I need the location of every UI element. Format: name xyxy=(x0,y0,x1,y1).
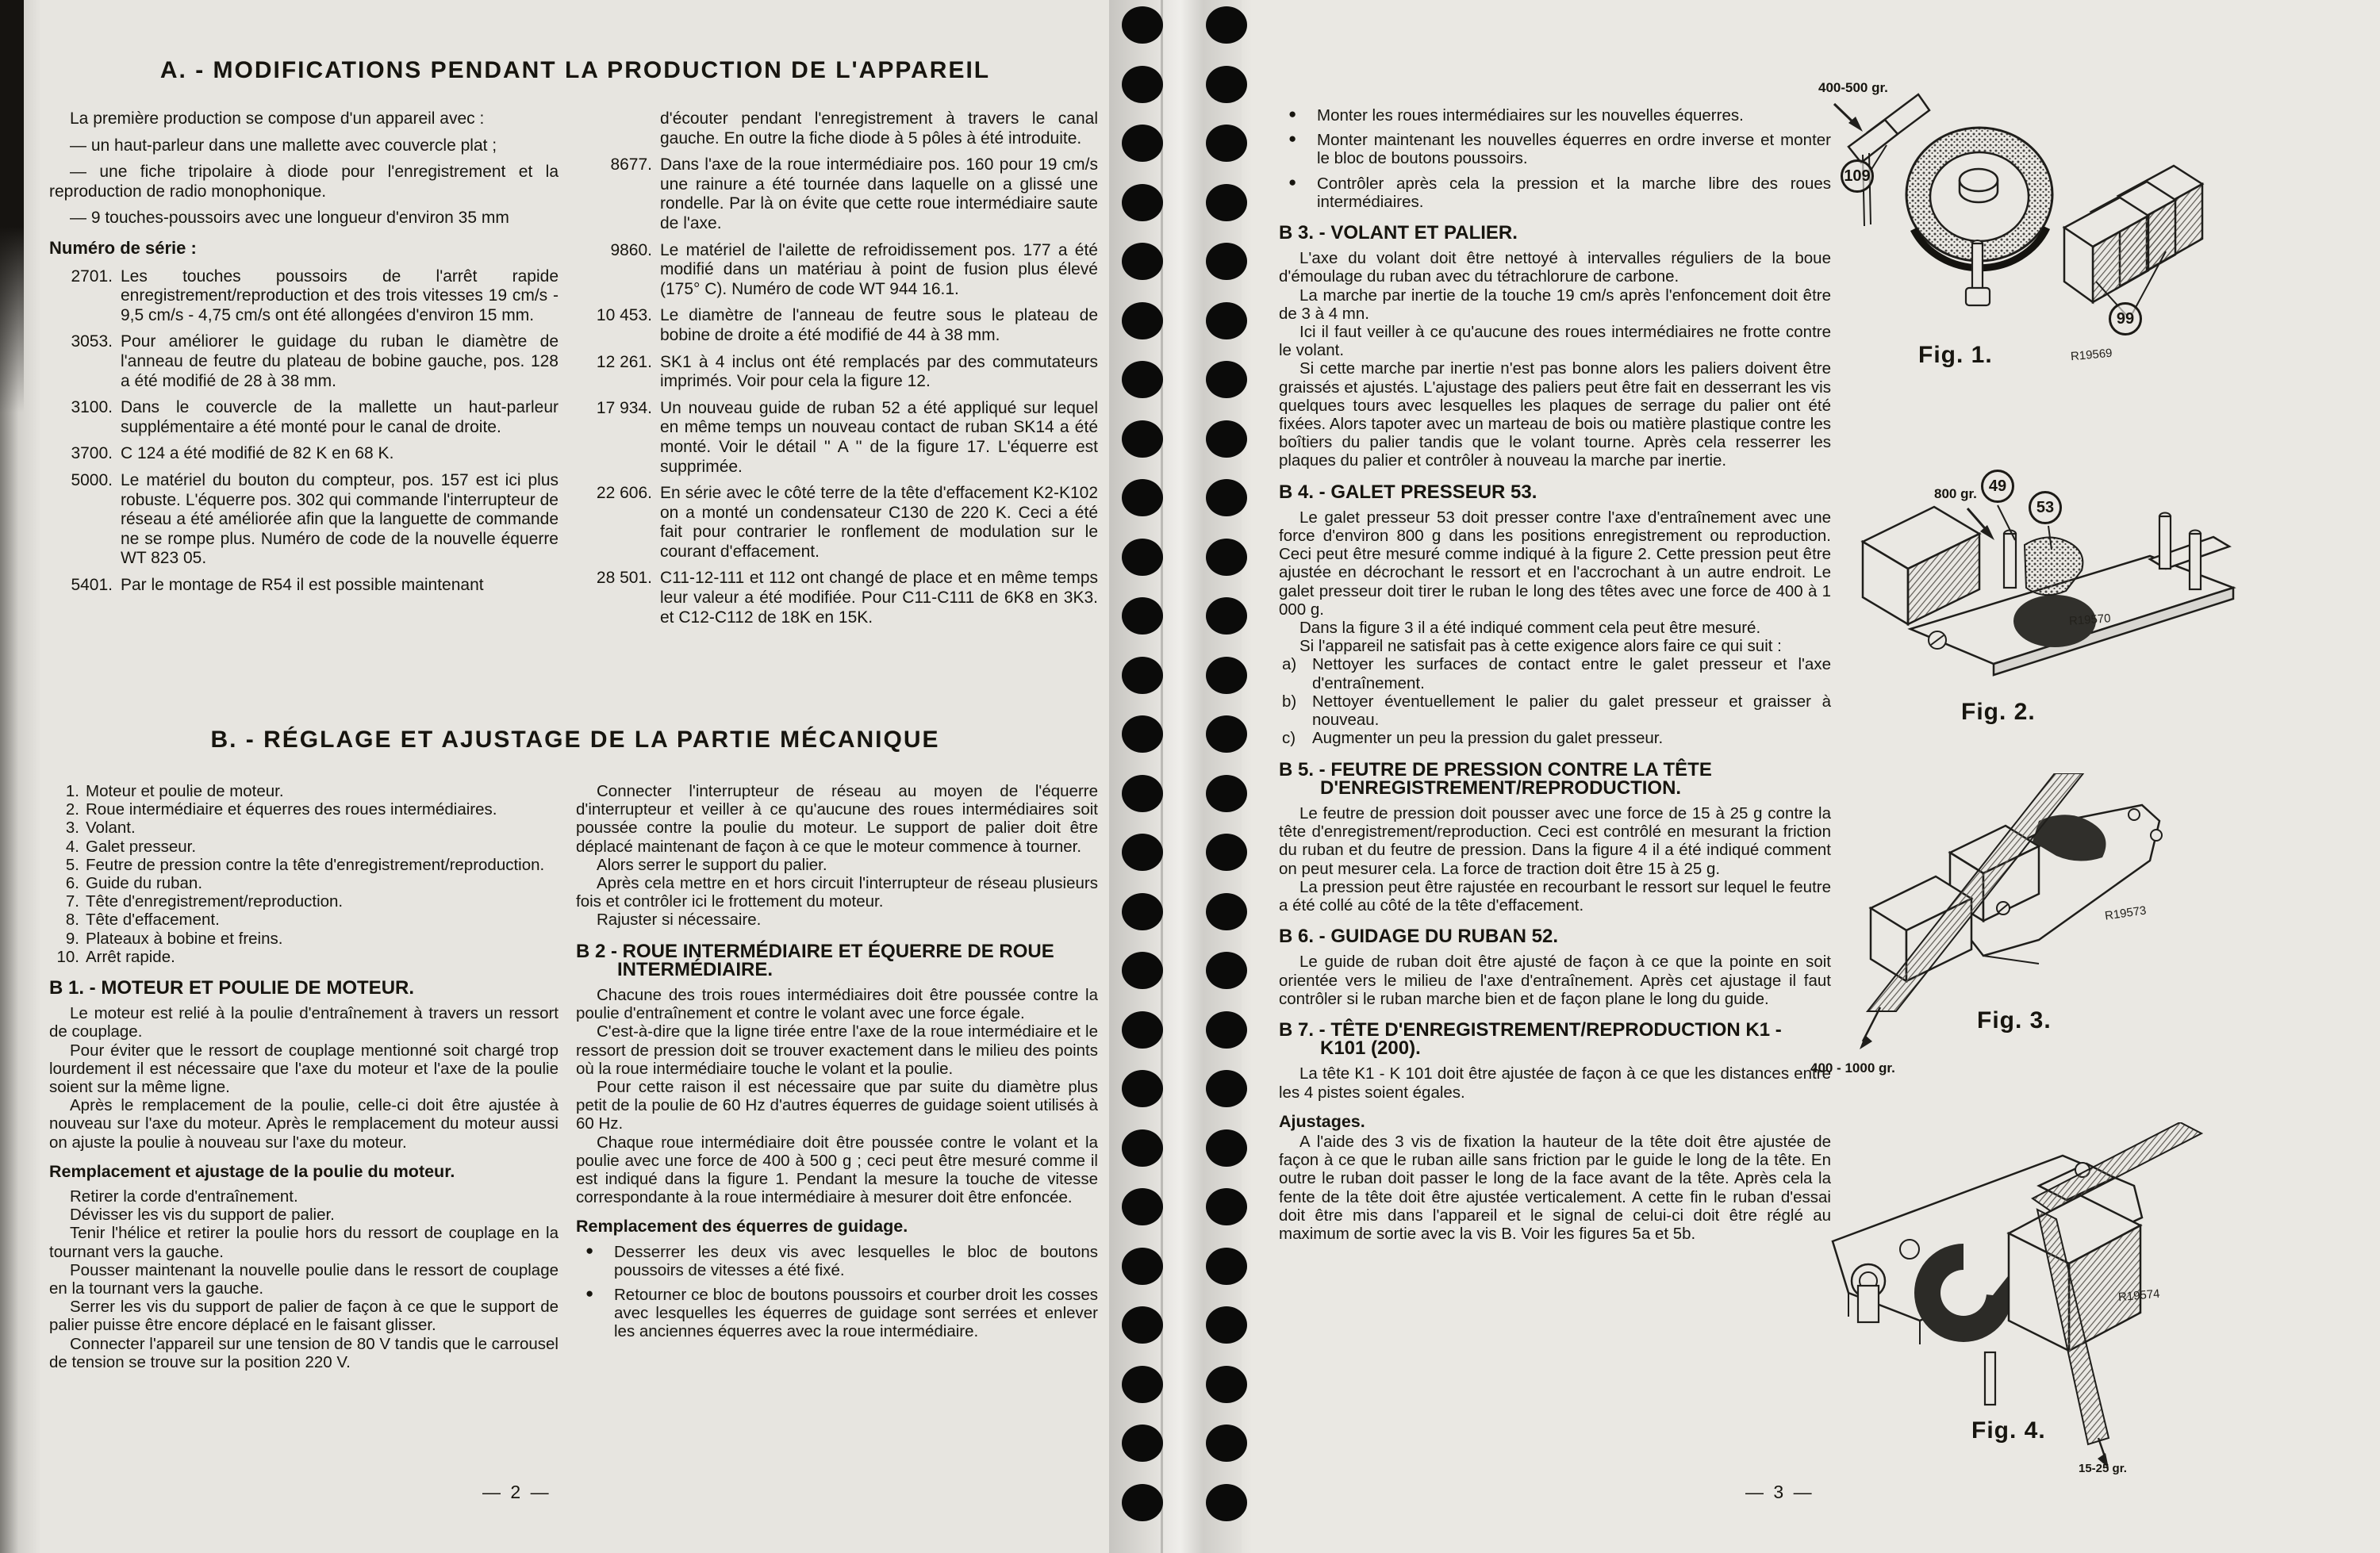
figure-caption: Fig. 4. xyxy=(1971,1417,2046,1444)
step: Connecter l'appareil sur une tension de 80 V tandis que le carrousel de tension se trouve sur la position 220 V. xyxy=(49,1334,559,1371)
binding-hole xyxy=(1206,420,1247,458)
toc-text: Galet presseur. xyxy=(86,837,197,856)
paragraph: Si l'appareil ne satisfait pas à cette exigence alors faire ce qui suit : xyxy=(1299,637,1782,656)
paragraph: Si cette marche par inertie n'est pas bonne alors les paliers doivent être graissés et ajustés. L'ajustage des paliers peut être fait en desserrant les vis quelques tours avec lesquelles les plaques de serrage du palier ont été fixées. Alors tapoter avec un marteau de bois ou matière plastique contre les boîtiers du palier tandis que le volant tourne. Après cela resserrer les plaques du palier et contrôler à nouveau la marche par inertie. xyxy=(1279,359,1831,470)
b5-heading: B 5. - FEUTRE DE PRESSION CONTRE LA TÊTE D'ENREGISTREMENT/REPRODUCTION. xyxy=(1279,758,1712,799)
bullet-item xyxy=(1279,131,1831,167)
serial-number: 12 261. xyxy=(596,352,652,371)
binding-hole xyxy=(1206,1306,1247,1344)
part-badge: 109 xyxy=(1841,159,1874,193)
b1-heading: B 1. - MOTEUR ET POULIE DE MOTEUR. xyxy=(49,977,415,999)
page3-column xyxy=(1279,106,1831,1243)
serial-item xyxy=(576,569,1098,627)
serial-item xyxy=(576,306,1098,345)
serial-item xyxy=(576,484,1098,562)
serial-item xyxy=(576,155,1098,233)
serial-text: C11-12-111 et 112 ont changé de place et en même temps leur valeur a été modifiée. Pour C11-C111 de 6K8 en 3K3. et C12-C112 de 18K en 15K. xyxy=(660,569,1098,627)
page3-number: — 3 — xyxy=(1745,1482,1814,1502)
binding-hole xyxy=(1122,952,1163,989)
bullet-icon: ● xyxy=(1288,106,1297,121)
serial-number: 28 501. xyxy=(596,569,652,588)
paragraph: A l'aide des 3 vis de fixation la hauteur de la tête doit être ajustée de façon à ce que le ruban aille sans friction par le guide le long de la tête. En outre le ruban doit passer le long de la face avant de la tête. Après cela la fente de la tête doit être ajustée verticalement. A cette fin le ruban d'essai doit être mis dans l'appareil et le signal de celui-ci doit être réglé au maximum de sortie avec la vis B. Voir les figures 5a et 5b. xyxy=(1279,1132,1831,1243)
paragraph: Rajuster si nécessaire. xyxy=(597,911,762,930)
paragraph: Alors serrer le support du palier. xyxy=(597,855,827,874)
drawing-code: R19570 xyxy=(2068,612,2112,628)
serial-item xyxy=(49,267,559,326)
toc-text: Tête d'effacement. xyxy=(86,911,220,930)
page2-column2-top xyxy=(576,109,1098,635)
binding-hole xyxy=(1122,66,1163,103)
b6-heading: B 6. - GUIDAGE DU RUBAN 52. xyxy=(1279,926,1559,948)
page2-column2-bottom xyxy=(576,782,1098,1348)
toc-number: 5. xyxy=(65,855,79,874)
paragraph: Après cela mettre en et hors circuit l'interrupteur de réseau plusieurs fois et contrôler ici le frottement du moteur. xyxy=(576,874,1098,911)
binding-hole xyxy=(1206,1188,1247,1225)
toc-text: Plateaux à bobine et freins. xyxy=(86,929,283,948)
binding-hole xyxy=(1122,479,1163,516)
step: Pousser maintenant la nouvelle poulie dans le ressort de couplage en la tournant vers la gauche. xyxy=(49,1260,559,1298)
serial-item xyxy=(576,241,1098,300)
binding-hole xyxy=(1122,1366,1163,1403)
serial-number: 9860. xyxy=(610,240,652,259)
binding-hole xyxy=(1206,125,1247,162)
lettered-item xyxy=(1279,729,1831,747)
force-label: 400 - 1000 gr. xyxy=(1810,1060,1895,1076)
figure-caption: Fig. 1. xyxy=(1918,342,1993,368)
paragraph: Après le remplacement de la poulie, celle-ci doit être ajustée à nouveau sur l'axe du moteur. Après le remplacement du moteur aussi on ajuste la poulie à nouveau sur l'axe du moteur. xyxy=(49,1096,559,1152)
step: Serrer les vis du support de palier de façon à ce que le support de palier puisse être encore déplacé en le faisant glisser. xyxy=(49,1298,559,1335)
b1-subheading: Remplacement et ajustage de la poulie du moteur. xyxy=(49,1161,455,1181)
binding-hole xyxy=(1206,1248,1247,1285)
b4-heading: B 4. - GALET PRESSEUR 53. xyxy=(1279,481,1537,503)
binding-hole xyxy=(1122,125,1163,162)
binding-hole xyxy=(1122,1070,1163,1107)
bullet-icon: ● xyxy=(1288,131,1297,147)
binding-hole xyxy=(1206,597,1247,635)
paragraph: La marche par inertie de la touche 19 cm/s après l'enfoncement doit être de 3 à 4 mn. xyxy=(1279,286,1831,323)
binding-hole xyxy=(1206,184,1247,221)
bullet-text: Contrôler après cela la pression et la marche libre des roues intermédiaires. xyxy=(1317,174,1831,211)
toc-text: Roue intermédiaire et équerres des roues intermédiaires. xyxy=(86,800,497,819)
serial-item xyxy=(49,576,559,596)
serial-text: Le matériel de l'ailette de refroidissement pos. 177 a été modifié dans un matériau à point de fusion plus élevé (175° C). Numéro de code WT 944 16.1. xyxy=(660,240,1098,298)
paragraph: La première production se compose d'un appareil avec : xyxy=(70,109,485,128)
figure-4-drawing xyxy=(1801,1122,2380,1551)
serial-number: 17 934. xyxy=(596,398,652,417)
binding-hole xyxy=(1122,1306,1163,1344)
serial-number: 10 453. xyxy=(596,306,652,325)
binding-hole xyxy=(1206,657,1247,694)
paragraph: Pour éviter que le ressort de couplage mentionné soit chargé trop lourdement il est nécessaire que l'axe du moteur et l'axe de la poulie soient sur la même ligne. xyxy=(49,1041,559,1097)
toc-item xyxy=(49,856,559,874)
serial-text: Dans le couvercle de la mallette un haut-parleur supplémentaire a été monté pour le canal de droite. xyxy=(121,398,559,436)
binding-hole xyxy=(1206,952,1247,989)
step: Retirer la corde d'entraînement. xyxy=(70,1187,298,1206)
paragraph: Chacune des trois roues intermédiaires doit être poussée contre la poulie d'entraînement et contre le volant avec une force égale. xyxy=(576,986,1098,1023)
item-text: Augmenter un peu la pression du galet presseur. xyxy=(1312,729,1664,748)
figure-2 xyxy=(1817,440,2380,781)
item-text: Nettoyer les surfaces de contact entre le galet presseur et l'axe d'entraînement. xyxy=(1312,655,1831,692)
paragraph: Chaque roue intermédiaire doit être poussée contre le volant et la poulie avec une force de 400 à 500 g ; ceci peut être mesuré comme il est indiqué dans la figure 1. Pendant la mesure la touche de vitesse correspondante à la roue intermédiaire à mesurer doit être enfoncée. xyxy=(576,1133,1098,1207)
b2-heading: B 2 - ROUE INTERMÉDIAIRE ET ÉQUERRE DE ROUE INTERMÉDIAIRE. xyxy=(576,940,1054,980)
paragraph: Le galet presseur 53 doit presser contre l'axe d'entraînement avec une force d'environ 800 g dans les positions enregistrement ou reproduction. Ceci peut être mesuré comme indiqué à la figure 2. Cette pression peut être ajustée en décrochant le ressort et en l'accrochant à un autre endroit. Le galet presseur doit tirer le ruban le long des têtes avec une force de 400 à 1 000 g. xyxy=(1279,508,1831,619)
binding-hole xyxy=(1206,1129,1247,1167)
serial-text: Dans l'axe de la roue intermédiaire pos. 160 pour 19 cm/s une rainure a été tournée dans laquelle on a glissé une rondelle. Par là on évite que cette roue intermédiaire saute de l'axe. xyxy=(660,155,1098,232)
step: Tenir l'hélice et retirer la poulie hors du ressort de couplage en la tournant vers la gauche. xyxy=(49,1224,559,1261)
toc-item xyxy=(49,948,559,966)
binding-hole xyxy=(1206,1070,1247,1107)
serial-text: SK1 à 4 inclus ont été remplacés par des commutateurs imprimés. Voir pour cela la figure 12. xyxy=(660,352,1098,391)
figure-caption: Fig. 3. xyxy=(1977,1007,2052,1033)
serial-text: Pour améliorer le guidage du ruban le diamètre de l'anneau de feutre du plateau de bobine gauche, pos. 128 a été modifié de 28 à 38 mm. xyxy=(121,332,559,390)
adjustments-heading: Ajustages. xyxy=(1279,1111,1365,1131)
toc-text: Moteur et poulie de moteur. xyxy=(86,782,284,800)
binding-hole xyxy=(1206,715,1247,753)
b3-heading: B 3. - VOLANT ET PALIER. xyxy=(1279,222,1518,244)
binding-hole xyxy=(1206,1011,1247,1049)
bullet-icon: ● xyxy=(585,1286,594,1302)
serial-text: En série avec le côté terre de la tête d'effacement K2-K102 on a monté un condensateur C130 de 220 K. Ceci a été fait pour contrarier le ronflement de modulation sur le courant d'effacement. xyxy=(660,484,1098,561)
toc-number: 7. xyxy=(65,892,79,911)
serial-number: 5401. xyxy=(71,575,113,594)
continuation-paragraph: d'écouter pendant l'enregistrement à travers le canal gauche. En outre la fiche diode à 5 pôles à été introduite. xyxy=(660,109,1098,148)
bullet-icon: ● xyxy=(585,1242,594,1258)
item-letter: a) xyxy=(1282,655,1297,674)
toc-number: 6. xyxy=(65,874,79,893)
binding-hole xyxy=(1122,302,1163,339)
figure-1-drawing xyxy=(1817,44,2380,424)
serial-number: 5000. xyxy=(71,470,113,489)
force-label: 400-500 gr. xyxy=(1818,80,1888,95)
binding-hole xyxy=(1122,715,1163,753)
serial-item xyxy=(576,353,1098,392)
step: Dévisser les vis du support de palier. xyxy=(70,1206,335,1225)
bullet-item xyxy=(1279,106,1831,125)
item-letter: b) xyxy=(1282,692,1297,711)
serial-text: Le matériel du bouton du compteur, pos. 157 est ici plus robuste. L'équerre pos. 302 qui commande l'interrupteur de réseau a été améliorée afin que la languette de commande ne se rompe plus. Numéro de code de la nouvelle équerre WT 823 05. xyxy=(121,470,559,568)
binding-hole xyxy=(1206,6,1247,44)
drawing-code: R19569 xyxy=(2070,346,2113,364)
paragraph: Le moteur est relié à la poulie d'entraînement à travers un ressort de couplage. xyxy=(49,1004,559,1041)
lettered-item xyxy=(1279,655,1831,692)
item-letter: c) xyxy=(1282,729,1296,748)
figure-caption: Fig. 2. xyxy=(1961,699,2036,725)
force-label: 15-25 gr. xyxy=(2079,1462,2127,1475)
paragraph: C'est-à-dire que la ligne tirée entre l'axe de la roue intermédiaire et le ressort de pression doit se trouver exactement dans le milieu des points où la roue intermédiaire touche le volant et la poulie. xyxy=(576,1022,1098,1078)
binding-hole xyxy=(1122,1248,1163,1285)
serial-number: 3700. xyxy=(71,444,113,463)
page2-column1-bottom xyxy=(49,782,559,1371)
part-badge: 99 xyxy=(2109,302,2142,336)
figure-4 xyxy=(1801,1122,2380,1551)
binding-hole xyxy=(1206,1484,1247,1521)
binding-hole xyxy=(1206,66,1247,103)
toc-text: Tête d'enregistrement/reproduction. xyxy=(86,892,344,911)
toc-item xyxy=(49,892,559,911)
toc-item xyxy=(49,800,559,819)
binding-hole xyxy=(1206,302,1247,339)
serial-number: 3053. xyxy=(71,332,113,351)
toc-item xyxy=(49,911,559,929)
dash-item: — 9 touches-poussoirs avec une longueur d'environ 35 mm xyxy=(70,209,509,228)
binding-hole xyxy=(1122,243,1163,280)
paragraph: L'axe du volant doit être nettoyé à intervalles réguliers de la boue d'émoulage du ruban avec du tétrachlorure de carbone. xyxy=(1279,249,1831,286)
bullet-item xyxy=(576,1243,1098,1279)
binding-hole xyxy=(1122,1425,1163,1462)
dash-item: — un haut-parleur dans une mallette avec couvercle plat ; xyxy=(70,136,497,155)
lettered-item xyxy=(1279,692,1831,729)
paragraph: Le feutre de pression doit pousser avec une force de 15 à 25 g contre la tête d'enregistrement/reproduction. Ceci est contrôlé en mesurant la friction du ruban et du feutre de pression. Dans la figure 4 il a été indiqué comment on peut mesurer cela. La force de traction doit être 15 à 25 g. xyxy=(1279,803,1831,878)
serial-item xyxy=(576,399,1098,477)
serial-item xyxy=(49,332,559,391)
toc-item xyxy=(49,930,559,948)
bullet-text: Monter maintenant les nouvelles équerres en ordre inverse et monter le bloc de boutons poussoirs. xyxy=(1317,131,1831,168)
drawing-code: R19574 xyxy=(2117,1286,2161,1305)
binding-hole xyxy=(1206,361,1247,398)
binding-hole xyxy=(1122,1011,1163,1049)
binding-hole xyxy=(1122,775,1163,812)
paragraph: Pour cette raison il est nécessaire que par suite du diamètre plus petit de la poulie de 60 Hz d'autres équerres de guidage soient utilisés à 60 Hz. xyxy=(576,1078,1098,1133)
binding-hole xyxy=(1122,1129,1163,1167)
serial-heading: Numéro de série : xyxy=(49,237,197,258)
binding-hole xyxy=(1122,1188,1163,1225)
section-b-title: B. - RÉGLAGE ET AJUSTAGE DE LA PARTIE MÉCANIQUE xyxy=(210,727,940,753)
toc-item xyxy=(49,819,559,837)
paragraph: Ici il faut veiller à ce qu'aucune des roues intermédiaires ne frotte contre le volant. xyxy=(1279,323,1831,360)
figure-2-drawing xyxy=(1817,440,2380,781)
serial-number: 3100. xyxy=(71,398,113,417)
bullet-item xyxy=(1279,174,1831,211)
binding-hole xyxy=(1206,479,1247,516)
binding-hole xyxy=(1206,1425,1247,1462)
toc-number: 10. xyxy=(56,947,79,966)
binding-hole xyxy=(1122,539,1163,576)
force-label: 800 gr. xyxy=(1934,486,1977,501)
binding-hole xyxy=(1122,657,1163,694)
bullet-text: Desserrer les deux vis avec lesquelles le bloc de boutons poussoirs de vitesses a été fixé. xyxy=(614,1242,1098,1279)
binding-hole xyxy=(1122,1484,1163,1521)
serial-text: Un nouveau guide de ruban 52 a été appliqué sur lequel en même temps un nouveau contact de ruban SK14 a été monté. Voir le détail '' A '' de la figure 17. L'équerre est supprimée. xyxy=(660,398,1098,476)
serial-text: Par le montage de R54 il est possible maintenant xyxy=(121,575,484,594)
serial-text: Les touches poussoirs de l'arrêt rapide enregistrement/reproduction et des trois vitesses 19 cm/s - 9,5 cm/s - 4,75 cm/s ont été allongées d'environ 15 mm. xyxy=(121,267,559,324)
binding-hole xyxy=(1122,420,1163,458)
toc-item xyxy=(49,874,559,892)
binding-hole xyxy=(1122,834,1163,871)
paragraph: La pression peut être rajustée en recourbant le ressort sur lequel le feutre a été collé au côté de la tête d'effacement. xyxy=(1279,877,1831,915)
serial-text: C 124 a été modifié de 82 K en 68 K. xyxy=(121,444,394,463)
figure-3 xyxy=(1801,773,2380,1114)
serial-number: 22 606. xyxy=(596,484,652,503)
item-text: Nettoyer éventuellement le palier du galet presseur et graisser à nouveau. xyxy=(1312,692,1831,730)
paragraph: Dans la figure 3 il a été indiqué comment cela peut être mesuré. xyxy=(1299,619,1761,638)
toc-text: Volant. xyxy=(86,819,136,838)
part-badge: 49 xyxy=(1981,470,2014,503)
serial-number: 8677. xyxy=(610,155,652,174)
toc-number: 1. xyxy=(65,782,79,800)
binding-hole xyxy=(1206,539,1247,576)
binding-hole xyxy=(1122,184,1163,221)
serial-item xyxy=(49,471,559,569)
part-badge: 53 xyxy=(2029,491,2062,524)
binding-hole xyxy=(1206,1366,1247,1403)
binding-holes xyxy=(1109,0,1272,1553)
toc-text: Feutre de pression contre la tête d'enregistrement/reproduction. xyxy=(86,855,545,874)
serial-item xyxy=(49,398,559,437)
toc-item xyxy=(49,838,559,856)
bullet-text: Retourner ce bloc de boutons poussoirs et courber droit les cosses avec lesquelles les équerres de guidage sont serrées et enlever les anciennes équerres avec la roue intermédiaire. xyxy=(614,1286,1098,1341)
page2-number: — 2 — xyxy=(482,1482,551,1502)
page2-column1-top xyxy=(49,109,559,602)
paragraph: Connecter l'interrupteur de réseau au moyen de l'équerre d'interrupteur et veiller à ce qu'aucune des roues intermédiaires soit poussée contre la poulie du moteur. Le support de palier doit être déplacé maintenant de façon à ce que le moteur commence à tourner. xyxy=(576,782,1098,856)
bullet-icon: ● xyxy=(1288,174,1297,190)
toc-number: 3. xyxy=(65,819,79,838)
binding-hole xyxy=(1122,893,1163,930)
toc-number: 8. xyxy=(65,911,79,930)
section-a-title: A. - MODIFICATIONS PENDANT LA PRODUCTION DE L'APPAREIL xyxy=(159,57,991,83)
toc-text: Arrêt rapide. xyxy=(86,947,175,966)
b2-subheading: Remplacement des équerres de guidage. xyxy=(576,1217,908,1237)
toc-number: 9. xyxy=(65,929,79,948)
binding-hole xyxy=(1122,6,1163,44)
binding-hole xyxy=(1206,775,1247,812)
toc-text: Guide du ruban. xyxy=(86,874,203,893)
toc-item xyxy=(49,782,559,800)
binding-hole xyxy=(1206,243,1247,280)
binding-hole xyxy=(1206,893,1247,930)
binding-hole xyxy=(1206,834,1247,871)
bullet-text: Monter les roues intermédiaires sur les nouvelles équerres. xyxy=(1317,106,1744,125)
b7-heading: B 7. - TÊTE D'ENREGISTREMENT/REPRODUCTION K1 - K101 (200). xyxy=(1279,1018,1782,1060)
serial-item xyxy=(49,444,559,464)
figure-1 xyxy=(1817,44,2380,424)
drawing-code: R19573 xyxy=(2104,903,2148,923)
toc-number: 4. xyxy=(65,837,79,856)
scan-corner-shadow xyxy=(0,0,24,412)
dash-item: — une fiche tripolaire à diode pour l'enregistrement et la reproduction de radio monophonique. xyxy=(49,163,559,201)
serial-number: 2701. xyxy=(71,267,113,286)
binding-hole xyxy=(1122,597,1163,635)
binding-hole xyxy=(1122,361,1163,398)
serial-text: Le diamètre de l'anneau de feutre sous le plateau de bobine de droite a été modifié de 44 à 38 mm. xyxy=(660,306,1098,344)
toc-number: 2. xyxy=(65,800,79,819)
paragraph: La tête K1 - K 101 doit être ajustée de façon à ce que les distances entre les 4 pistes soient égales. xyxy=(1279,1064,1831,1102)
paragraph: Le guide de ruban doit être ajusté de façon à ce que la pointe en soit orientée vers le milieu de l'axe d'entraînement. Après cet ajustage il faut contrôler si le ruban marche bien et de façon plane le long du guide. xyxy=(1279,953,1831,1008)
bullet-item xyxy=(576,1286,1098,1341)
